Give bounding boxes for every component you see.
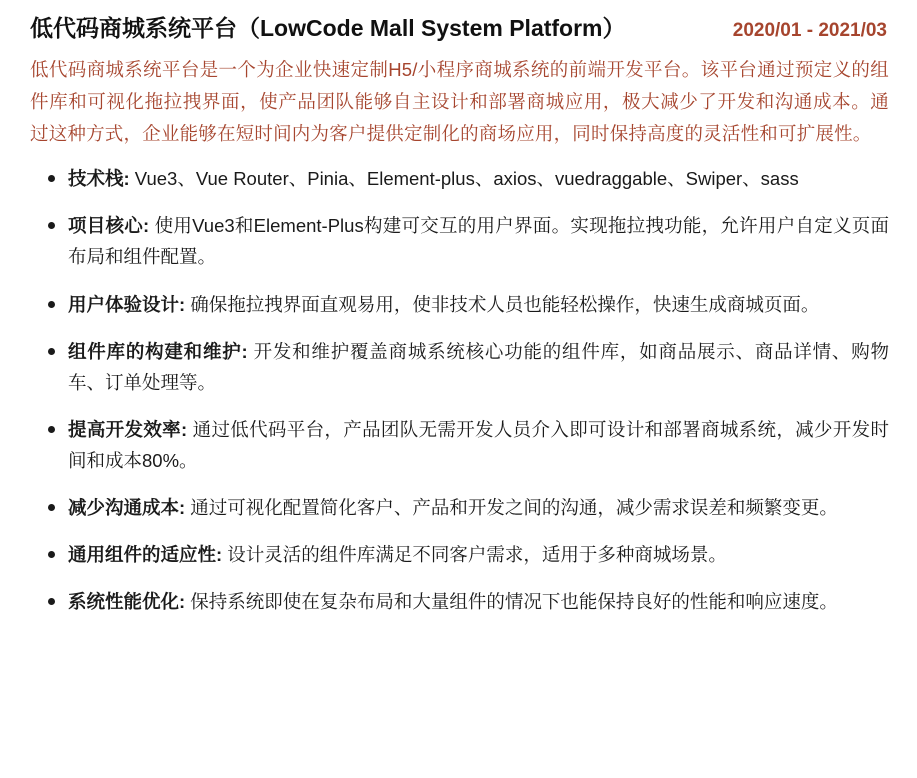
bullet-rest: 设计灵活的组件库满足不同客户需求，适用于多种商城场景。 xyxy=(222,544,727,566)
bullet-rest: 通过低代码平台，产品团队无需开发人员介入即可设计和部署商城系统，减少开发时间和成本80%。 xyxy=(68,418,889,471)
list-item xyxy=(30,163,889,194)
bullet-rest: 使用Vue3和Element-Plus构建可交互的用户界面。实现拖拉拽功能，允许用户自定义页面布局和组件配置。 xyxy=(68,215,889,268)
page-title: 低代码商城系统平台（LowCode Mall System Platform） xyxy=(30,15,626,41)
bullet-lead: 系统性能优化: xyxy=(68,591,186,613)
bullet-rest: 确保拖拉拽界面直观易用，使非技术人员也能轻松操作，快速生成商城页面。 xyxy=(185,293,820,315)
bullet-rest: 通过可视化配置简化客户、产品和开发之间的沟通，减少需求误差和频繁变更。 xyxy=(185,496,838,518)
project-date-range: 2020/01 - 2021/03 xyxy=(732,20,887,41)
bullet-rest: Vue3、Vue Router、Pinia、Element-plus、axios、vuedraggable、Swiper、sass xyxy=(129,168,799,190)
bullet-rest: 开发和维护覆盖商城系统核心功能的组件库，如商品展示、商品详情、购物车、订单处理等。 xyxy=(68,340,889,393)
list-item xyxy=(30,336,889,398)
list-item xyxy=(30,539,889,570)
list-item xyxy=(30,289,889,320)
list-item xyxy=(30,586,889,617)
project-summary: 低代码商城系统平台是一个为企业快速定制H5/小程序商城系统的前端开发平台。该平台通过预定义的组件库和可视化拖拉拽界面，使产品团队能够自主设计和部署商城应用，极大减少了开发和沟通成本。通过这种方式，企业能够在短时间内为客户提供定制化的商场应用，同时保持高度的灵活性和可扩展性。 xyxy=(30,58,889,144)
project-bullet-list xyxy=(30,163,889,617)
bullet-lead: 用户体验设计: xyxy=(68,293,186,315)
bullet-lead: 技术栈: xyxy=(68,168,130,190)
bullet-lead: 减少沟通成本: xyxy=(68,496,186,518)
bullet-lead: 项目核心: xyxy=(68,215,150,237)
list-item xyxy=(30,492,889,523)
list-item xyxy=(30,210,889,272)
bullet-lead: 通用组件的适应性: xyxy=(68,544,223,566)
list-item xyxy=(30,414,889,476)
bullet-lead: 组件库的构建和维护: xyxy=(68,340,248,362)
bullet-rest: 保持系统即使在复杂布局和大量组件的情况下也能保持良好的性能和响应速度。 xyxy=(185,591,838,613)
project-header xyxy=(30,14,889,44)
bullet-lead: 提高开发效率: xyxy=(68,418,188,440)
